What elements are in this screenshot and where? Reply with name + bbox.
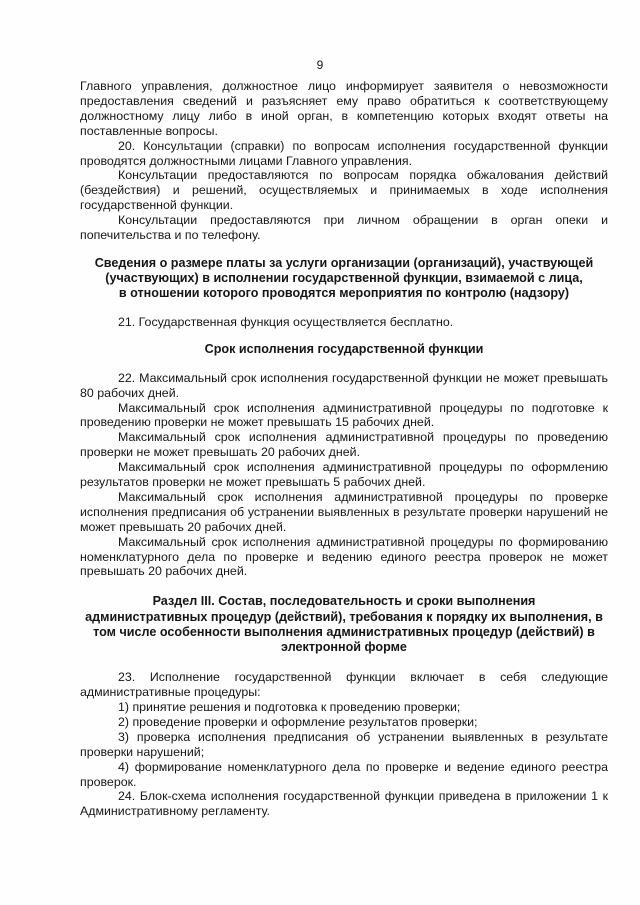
heading-line: Раздел III. Состав, последовательность и сроки выполнения	[152, 594, 536, 609]
list-item: 3) проверка исполнения предписания об устранении выявленных в результате проверки нарушений;	[80, 729, 608, 759]
list-item: 4) формирование номенклатурного дела по проверке и ведение единого реестра проверок.	[80, 759, 608, 789]
heading-line: в отношении которого проводятся мероприятия по контролю (надзору)	[118, 286, 570, 301]
heading-line: административных процедур (действий), требования к порядку их выполнения, в	[85, 609, 603, 624]
section-heading-fees	[80, 256, 608, 302]
paragraph: 20. Консультации (справки) по вопросам исполнения государственной функции проводятся должностными лицами Главного управления.	[80, 138, 608, 168]
paragraph: Максимальный срок исполнения административной процедуры по формированию номенклатурного дела по проверке и ведению единого реестра проверок не может превышать 20 рабочих дней.	[80, 534, 608, 579]
document-body	[80, 79, 608, 819]
paragraph: 24. Блок-схема исполнения государственной функции приведена в приложении 1 к Административному регламенту.	[80, 789, 608, 819]
section-heading-term: Срок исполнения государственной функции	[204, 342, 484, 357]
section-heading-part3	[80, 594, 608, 655]
page-number: 9	[316, 58, 324, 72]
heading-line: том числе особенности выполнения административных процедур (действий) в	[93, 624, 595, 639]
heading-line: (участвующих) в исполнении государственной функции, взимаемой с лица,	[105, 271, 583, 286]
list-item: 1) принятие решения и подготовка к проведению проверки;	[118, 700, 461, 714]
paragraph: Главного управления, должностное лицо информирует заявителя о невозможности предоставления сведений и разъясняет ему право обратиться к соответствующему должностному лицу либо в иной орган, в компетенцию которых входят ответы на поставленные вопросы.	[80, 79, 608, 138]
paragraph: Максимальный срок исполнения административной процедуры по подготовке к проведению проверки не может превышать 15 рабочих дней.	[80, 400, 608, 430]
paragraph: 21. Государственная функция осуществляется бесплатно.	[118, 314, 454, 329]
paragraph: Консультации предоставляются по вопросам порядка обжалования действий (бездействия) и решений, осуществляемых и принимаемых в ходе исполнения государственной функции.	[80, 168, 608, 213]
paragraph: 23. Исполнение государственной функции включает в себя следующие административные процедуры:	[80, 670, 608, 700]
paragraph: Максимальный срок исполнения административной процедуры по проверке исполнения предписания об устранении выявленных в результате проверки нарушений не может превышать 20 рабочих дней.	[80, 489, 608, 534]
paragraph: Консультации предоставляются при личном обращении в орган опеки и попечительства и по телефону.	[80, 213, 608, 243]
paragraph: 22. Максимальный срок исполнения государственной функции не может превышать 80 рабочих дней.	[80, 370, 608, 400]
paragraph: Максимальный срок исполнения административной процедуры по оформлению результатов проверки не может превышать 5 рабочих дней.	[80, 460, 608, 490]
heading-line: электронной форме	[281, 639, 407, 654]
paragraph: Максимальный срок исполнения административной процедуры по проведению проверки не может превышать 20 рабочих дней.	[80, 430, 608, 460]
list-item: 2) проведение проверки и оформление результатов проверки;	[118, 714, 478, 729]
heading-line: Сведения о размере платы за услуги организации (организаций), участвующей	[94, 255, 594, 270]
